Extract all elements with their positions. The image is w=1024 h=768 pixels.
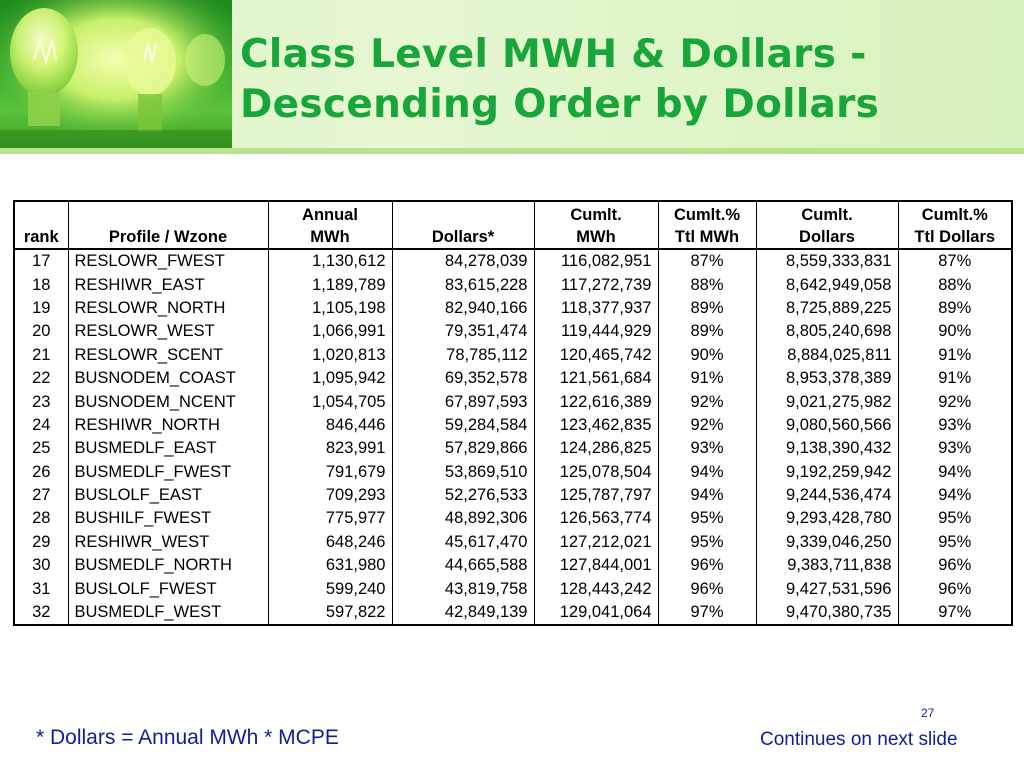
cell-rank: 22 bbox=[14, 367, 68, 390]
cell-profile-wzone: RESLOWR_SCENT bbox=[68, 344, 268, 367]
cell-profile-wzone: BUSNODEM_NCENT bbox=[68, 390, 268, 413]
cell-cumlt-dollars: 9,383,711,838 bbox=[756, 554, 898, 577]
table-row bbox=[14, 531, 1012, 554]
cell-cumlt-pct-dollars: 91% bbox=[898, 344, 1012, 367]
cell-cumlt-pct-dollars: 94% bbox=[898, 461, 1012, 484]
cell-profile-wzone: RESLOWR_FWEST bbox=[68, 249, 268, 273]
cell-dollars: 42,849,139 bbox=[392, 601, 534, 625]
cell-dollars: 84,278,039 bbox=[392, 249, 534, 273]
cell-profile-wzone: BUSNODEM_COAST bbox=[68, 367, 268, 390]
table-row bbox=[14, 273, 1012, 296]
cell-cumlt-pct-mwh: 95% bbox=[658, 531, 756, 554]
cell-dollars: 79,351,474 bbox=[392, 320, 534, 343]
cell-annual-mwh: 775,977 bbox=[268, 507, 392, 530]
cell-cumlt-pct-dollars: 95% bbox=[898, 507, 1012, 530]
cell-profile-wzone: RESHIWR_WEST bbox=[68, 531, 268, 554]
cell-rank: 25 bbox=[14, 437, 68, 460]
cell-cumlt-mwh: 119,444,929 bbox=[534, 320, 658, 343]
cell-cumlt-mwh: 128,443,242 bbox=[534, 577, 658, 600]
cell-cumlt-pct-mwh: 94% bbox=[658, 461, 756, 484]
cell-cumlt-pct-mwh: 92% bbox=[658, 390, 756, 413]
column-header-annual-mwh bbox=[268, 201, 392, 249]
header-line-2: Profile / Wzone bbox=[108, 228, 228, 246]
header-line-2: Dollars* bbox=[431, 228, 495, 246]
cell-rank: 21 bbox=[14, 344, 68, 367]
cell-dollars: 43,819,758 bbox=[392, 577, 534, 600]
cell-cumlt-pct-mwh: 94% bbox=[658, 484, 756, 507]
table-row bbox=[14, 320, 1012, 343]
cell-cumlt-pct-dollars: 90% bbox=[898, 320, 1012, 343]
cell-cumlt-dollars: 8,953,378,389 bbox=[756, 367, 898, 390]
cell-cumlt-pct-dollars: 96% bbox=[898, 554, 1012, 577]
cell-cumlt-dollars: 9,244,536,474 bbox=[756, 484, 898, 507]
header-line-1: Annual bbox=[302, 206, 358, 224]
cell-annual-mwh: 846,446 bbox=[268, 414, 392, 437]
table-row bbox=[14, 484, 1012, 507]
cell-cumlt-pct-dollars: 95% bbox=[898, 531, 1012, 554]
cell-rank: 32 bbox=[14, 601, 68, 625]
cell-annual-mwh: 1,066,991 bbox=[268, 320, 392, 343]
cell-annual-mwh: 1,054,705 bbox=[268, 390, 392, 413]
cell-dollars: 53,869,510 bbox=[392, 461, 534, 484]
cell-dollars: 52,276,533 bbox=[392, 484, 534, 507]
table-row bbox=[14, 390, 1012, 413]
cell-dollars: 57,829,866 bbox=[392, 437, 534, 460]
cell-annual-mwh: 1,189,789 bbox=[268, 273, 392, 296]
cell-dollars: 78,785,112 bbox=[392, 344, 534, 367]
title-line-2: Descending Order by Dollars bbox=[240, 82, 880, 127]
cell-cumlt-pct-mwh: 88% bbox=[658, 273, 756, 296]
cell-profile-wzone: BUSMEDLF_FWEST bbox=[68, 461, 268, 484]
title-line-1: Class Level MWH & Dollars - bbox=[240, 32, 867, 77]
cell-dollars: 48,892,306 bbox=[392, 507, 534, 530]
cell-annual-mwh: 648,246 bbox=[268, 531, 392, 554]
table-row bbox=[14, 297, 1012, 320]
cell-profile-wzone: RESLOWR_WEST bbox=[68, 320, 268, 343]
table-row bbox=[14, 507, 1012, 530]
cell-cumlt-pct-dollars: 91% bbox=[898, 367, 1012, 390]
cell-cumlt-mwh: 127,844,001 bbox=[534, 554, 658, 577]
header-line-1 bbox=[19, 204, 64, 226]
cell-profile-wzone: RESHIWR_NORTH bbox=[68, 414, 268, 437]
cell-cumlt-pct-dollars: 89% bbox=[898, 297, 1012, 320]
cell-profile-wzone: RESLOWR_NORTH bbox=[68, 297, 268, 320]
table-row bbox=[14, 249, 1012, 273]
cell-cumlt-pct-mwh: 87% bbox=[658, 249, 756, 273]
table-header bbox=[14, 201, 1012, 249]
cell-rank: 18 bbox=[14, 273, 68, 296]
cell-cumlt-pct-dollars: 92% bbox=[898, 390, 1012, 413]
cell-cumlt-dollars: 8,559,333,831 bbox=[756, 249, 898, 273]
cell-cumlt-mwh: 122,616,389 bbox=[534, 390, 658, 413]
cell-cumlt-mwh: 123,462,835 bbox=[534, 414, 658, 437]
column-header-dollars bbox=[392, 201, 534, 249]
header-line-1 bbox=[397, 204, 530, 226]
header-line-2: Dollars bbox=[799, 228, 855, 246]
table-row bbox=[14, 344, 1012, 367]
page-number: 27 bbox=[921, 706, 935, 720]
header-line-2: MWh bbox=[576, 228, 616, 246]
cell-cumlt-pct-mwh: 92% bbox=[658, 414, 756, 437]
cell-rank: 24 bbox=[14, 414, 68, 437]
table-row bbox=[14, 554, 1012, 577]
cell-cumlt-pct-dollars: 94% bbox=[898, 484, 1012, 507]
cell-cumlt-pct-mwh: 97% bbox=[658, 601, 756, 625]
cell-cumlt-mwh: 124,286,825 bbox=[534, 437, 658, 460]
continues-note: Continues on next slide bbox=[760, 729, 958, 750]
cell-dollars: 83,615,228 bbox=[392, 273, 534, 296]
cell-cumlt-mwh: 125,078,504 bbox=[534, 461, 658, 484]
cell-cumlt-pct-dollars: 93% bbox=[898, 437, 1012, 460]
cell-cumlt-pct-mwh: 89% bbox=[658, 320, 756, 343]
header-line-2: MWh bbox=[310, 228, 350, 246]
cell-profile-wzone: BUSMEDLF_NORTH bbox=[68, 554, 268, 577]
header-line-1 bbox=[73, 204, 264, 226]
cell-annual-mwh: 709,293 bbox=[268, 484, 392, 507]
cell-rank: 17 bbox=[14, 249, 68, 273]
cell-cumlt-pct-dollars: 97% bbox=[898, 601, 1012, 625]
column-header-rank bbox=[14, 201, 68, 249]
cell-profile-wzone: RESHIWR_EAST bbox=[68, 273, 268, 296]
column-header-cumlt-pct-dollars bbox=[898, 201, 1012, 249]
cell-annual-mwh: 1,020,813 bbox=[268, 344, 392, 367]
cell-rank: 26 bbox=[14, 461, 68, 484]
cell-cumlt-pct-dollars: 93% bbox=[898, 414, 1012, 437]
cell-cumlt-mwh: 129,041,064 bbox=[534, 601, 658, 625]
cell-rank: 31 bbox=[14, 577, 68, 600]
cell-rank: 28 bbox=[14, 507, 68, 530]
cell-cumlt-mwh: 127,212,021 bbox=[534, 531, 658, 554]
cell-cumlt-pct-dollars: 96% bbox=[898, 577, 1012, 600]
column-header-cumlt-dollars bbox=[756, 201, 898, 249]
cell-cumlt-dollars: 8,642,949,058 bbox=[756, 273, 898, 296]
cell-cumlt-dollars: 8,805,240,698 bbox=[756, 320, 898, 343]
cell-cumlt-dollars: 8,884,025,811 bbox=[756, 344, 898, 367]
cell-dollars: 82,940,166 bbox=[392, 297, 534, 320]
cell-cumlt-dollars: 8,725,889,225 bbox=[756, 297, 898, 320]
cell-cumlt-pct-mwh: 93% bbox=[658, 437, 756, 460]
cell-profile-wzone: BUSMEDLF_WEST bbox=[68, 601, 268, 625]
cell-annual-mwh: 823,991 bbox=[268, 437, 392, 460]
cell-profile-wzone: BUSLOLF_FWEST bbox=[68, 577, 268, 600]
cell-cumlt-mwh: 125,787,797 bbox=[534, 484, 658, 507]
cell-cumlt-mwh: 120,465,742 bbox=[534, 344, 658, 367]
cell-annual-mwh: 597,822 bbox=[268, 601, 392, 625]
header-line-2: Ttl Dollars bbox=[914, 228, 996, 246]
header-line-1: Cumlt. bbox=[801, 206, 853, 224]
header-line-2: rank bbox=[23, 228, 59, 246]
cell-rank: 19 bbox=[14, 297, 68, 320]
header-line-2: Ttl MWh bbox=[674, 228, 740, 246]
cell-annual-mwh: 631,980 bbox=[268, 554, 392, 577]
cell-cumlt-pct-mwh: 95% bbox=[658, 507, 756, 530]
cell-profile-wzone: BUSLOLF_EAST bbox=[68, 484, 268, 507]
cell-cumlt-dollars: 9,080,560,566 bbox=[756, 414, 898, 437]
cell-cumlt-pct-mwh: 89% bbox=[658, 297, 756, 320]
table-row bbox=[14, 601, 1012, 625]
table-row bbox=[14, 461, 1012, 484]
header-line-1: Cumlt.% bbox=[921, 206, 988, 224]
column-header-cumlt-pct-mwh bbox=[658, 201, 756, 249]
table-body bbox=[14, 249, 1012, 625]
cell-rank: 27 bbox=[14, 484, 68, 507]
table-row bbox=[14, 414, 1012, 437]
cell-cumlt-mwh: 118,377,937 bbox=[534, 297, 658, 320]
cell-dollars: 45,617,470 bbox=[392, 531, 534, 554]
column-header-profile-wzone bbox=[68, 201, 268, 249]
cell-dollars: 44,665,588 bbox=[392, 554, 534, 577]
cell-cumlt-pct-dollars: 88% bbox=[898, 273, 1012, 296]
cell-cumlt-dollars: 9,138,390,432 bbox=[756, 437, 898, 460]
cell-cumlt-pct-mwh: 96% bbox=[658, 554, 756, 577]
cell-annual-mwh: 1,095,942 bbox=[268, 367, 392, 390]
cell-annual-mwh: 599,240 bbox=[268, 577, 392, 600]
cell-cumlt-pct-mwh: 90% bbox=[658, 344, 756, 367]
cell-cumlt-dollars: 9,427,531,596 bbox=[756, 577, 898, 600]
cell-cumlt-pct-mwh: 96% bbox=[658, 577, 756, 600]
lightbulb-image bbox=[0, 0, 232, 148]
cell-dollars: 59,284,584 bbox=[392, 414, 534, 437]
slide-title bbox=[240, 30, 1020, 130]
table-row bbox=[14, 437, 1012, 460]
cell-cumlt-dollars: 9,293,428,780 bbox=[756, 507, 898, 530]
cell-rank: 30 bbox=[14, 554, 68, 577]
cell-rank: 20 bbox=[14, 320, 68, 343]
cell-cumlt-mwh: 116,082,951 bbox=[534, 249, 658, 273]
table-row bbox=[14, 577, 1012, 600]
cell-profile-wzone: BUSHILF_FWEST bbox=[68, 507, 268, 530]
table-row bbox=[14, 367, 1012, 390]
cell-cumlt-dollars: 9,192,259,942 bbox=[756, 461, 898, 484]
cell-cumlt-mwh: 121,561,684 bbox=[534, 367, 658, 390]
cell-cumlt-mwh: 117,272,739 bbox=[534, 273, 658, 296]
cell-annual-mwh: 791,679 bbox=[268, 461, 392, 484]
header-row bbox=[14, 201, 1012, 249]
cell-cumlt-mwh: 126,563,774 bbox=[534, 507, 658, 530]
dollars-footnote: * Dollars = Annual MWh * MCPE bbox=[36, 726, 339, 749]
cell-annual-mwh: 1,105,198 bbox=[268, 297, 392, 320]
cell-cumlt-pct-mwh: 91% bbox=[658, 367, 756, 390]
cell-rank: 23 bbox=[14, 390, 68, 413]
cell-cumlt-dollars: 9,021,275,982 bbox=[756, 390, 898, 413]
column-header-cumlt-mwh bbox=[534, 201, 658, 249]
cell-dollars: 69,352,578 bbox=[392, 367, 534, 390]
cell-cumlt-pct-dollars: 87% bbox=[898, 249, 1012, 273]
cell-annual-mwh: 1,130,612 bbox=[268, 249, 392, 273]
cell-dollars: 67,897,593 bbox=[392, 390, 534, 413]
cell-profile-wzone: BUSMEDLF_EAST bbox=[68, 437, 268, 460]
header-line-1: Cumlt. bbox=[570, 206, 622, 224]
cell-cumlt-dollars: 9,470,380,735 bbox=[756, 601, 898, 625]
header-band bbox=[0, 148, 1024, 154]
lightbulb-illustration bbox=[0, 0, 232, 148]
header-line-1: Cumlt.% bbox=[674, 206, 740, 224]
cell-cumlt-dollars: 9,339,046,250 bbox=[756, 531, 898, 554]
cell-rank: 29 bbox=[14, 531, 68, 554]
mwh-dollars-table bbox=[13, 200, 1013, 626]
